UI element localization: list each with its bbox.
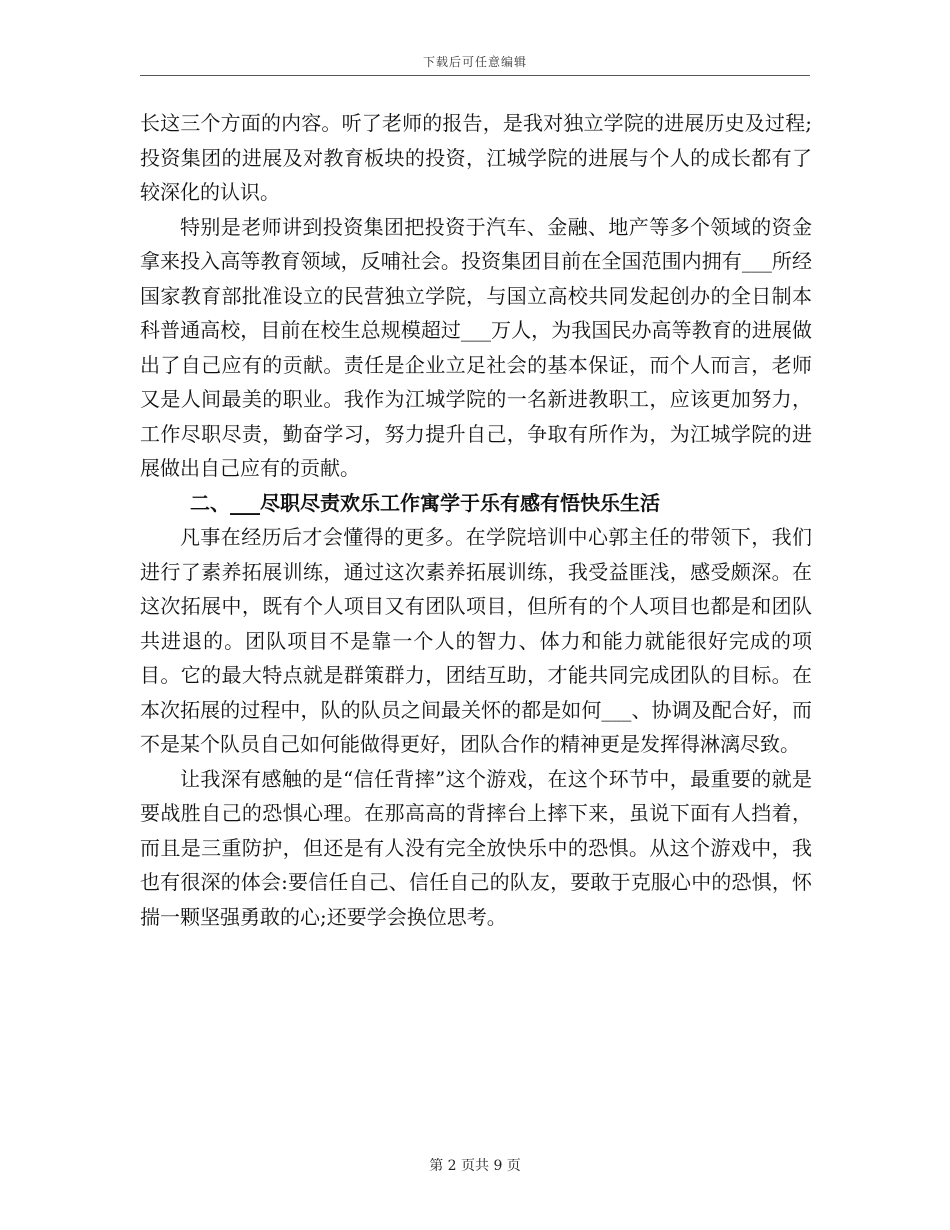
header-divider [140, 75, 810, 76]
paragraph-3: 凡事在经历后才会懂得的更多。在学院培训中心郭主任的带领下，我们进行了素养拓展训练，通过这次素养拓展训练，我受益匪浅，感受颇深。在这次拓展中，既有个人项目又有团队项目，但所有的个人项目也都是和团队共进退的。团队项目不是靠一个人的智力、体力和能力就能很好完成的项目。它的最大特点就是群策群力，团结互助，才能共同完成团队的目标。在本次拓展的过程中，队的队员之间最关怀的都是如何___、协调及配合好，而不是某个队员自己如何能做得更好，团队合作的精神更是发挥得淋漓尽致。 [140, 525, 812, 756]
document-body [140, 106, 812, 934]
paragraph-4: 让我深有感触的是“信任背摔”这个游戏，在这个环节中，最重要的就是要战胜自己的恐惧心理。在那高高的背摔台上摔下来，虽说下面有人挡着，而且是三重防护，但还是有人没有完全放快乐中的恐惧。从这个游戏中，我也有很深的体会:要信任自己、信任自己的队友，要敢于克服心中的恐惧，怀揣一颗坚强勇敢的心;还要学会换位思考。 [140, 766, 812, 929]
paragraph-2: 特别是老师讲到投资集团把投资于汽车、金融、地产等多个领域的资金拿来投入高等教育领域，反哺社会。投资集团目前在全国范围内拥有___所经国家教育部批准设立的民营独立学院，与国立高校共同发起创办的全日制本科普通高校，目前在校生总规模超过___万人，为我国民办高等教育的进展做出了自己应有的贡献。责任是企业立足社会的基本保证，而个人而言，老师又是人间最美的职业。我作为江城学院的一名新进教职工，应该更加努力，工作尽职尽责，勤奋学习，努力提升自己，争取有所作为，为江城学院的进展做出自己应有的贡献。 [140, 214, 812, 480]
page-header: 下载后可任意编辑 [422, 55, 527, 69]
page-number: 第 2 页共 9 页 [429, 1158, 521, 1174]
section-heading: 二、___尽职尽责欢乐工作寓学于乐有感有悟快乐生活 [190, 490, 660, 515]
paragraph-1: 长这三个方面的内容。听了老师的报告，是我对独立学院的进展历史及过程;投资集团的进展及对教育板块的投资，江城学院的进展与个人的成长都有了较深化的认识。 [140, 111, 812, 204]
